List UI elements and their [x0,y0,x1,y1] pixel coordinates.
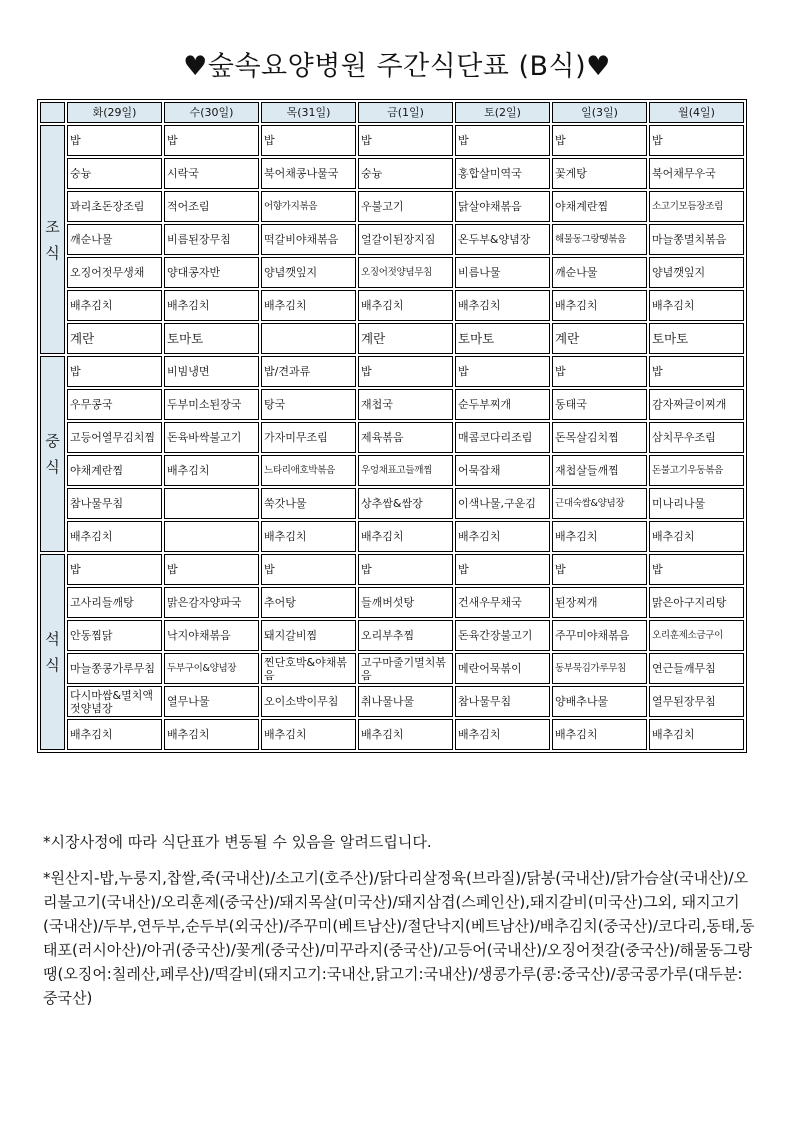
menu-cell: 오징어젓무생채 [67,257,162,288]
menu-cell: 고구마줄기멸치볶음 [358,653,453,684]
menu-cell: 삼치무우조림 [649,422,744,453]
menu-cell: 배추김치 [67,521,162,552]
menu-row-breakfast [40,125,744,156]
menu-row-lunch [40,488,744,519]
menu-cell: 이색나물,구운김 [455,488,550,519]
meal-label-dinner [40,554,65,750]
menu-cell: 숭늉 [67,158,162,189]
menu-cell: 두부미소된장국 [164,389,259,420]
menu-cell: 숭늉 [358,158,453,189]
menu-cell: 밥 [67,554,162,585]
menu-cell: 맑은감자양파국 [164,587,259,618]
menu-cell: 제육볶음 [358,422,453,453]
menu-cell: 북어채콩나물국 [261,158,356,189]
menu-cell: 배추김치 [358,719,453,750]
menu-cell: 배추김치 [455,521,550,552]
menu-cell: 깨순나물 [67,224,162,255]
origin-notice: *원산지-밥,누룽지,찹쌀,죽(국내산)/소고기(호주산)/닭다리살정육(브라질)/닭봉(국내산)/닭가슴살(국내산)/오리불고기(국내산)/오리훈제(중국산)/돼지목살(미국산)/돼지삼겹(스페인산),돼지갈비(미국산)그외, 돼지고기(국내산)/두부,연두부,순두부(외국산)/주꾸미(베트남산)/절단낙지(베트남산)/배추김치(중국산)/코다리,동태,동태포(러시아산)/아귀(중국산)/꽃게(중국산)/미꾸라지(중국산)/고등어(국내산)/오징어젓갈(중국산)/해물동그랑땡(오징어:칠레산,페루산)/떡갈비(돼지고기:국내산,닭고기:국내산)/생콩가루(콩:중국산)/콩국콩가루(대두분:중국산) [43,869,755,1007]
menu-cell: 추어탕 [261,587,356,618]
menu-cell: 메란어묵볶이 [455,653,550,684]
menu-cell: 비름된장무침 [164,224,259,255]
menu-cell: 밥/견과류 [261,356,356,387]
menu-cell: 배추김치 [67,290,162,321]
menu-cell: 양배추나물 [552,686,647,717]
menu-row-dinner [40,686,744,717]
meal-label-bottom: 식 [45,656,60,674]
menu-cell: 북어채무우국 [649,158,744,189]
menu-row-dinner [40,554,744,585]
menu-cell [164,521,259,552]
menu-cell: 배추김치 [455,290,550,321]
menu-cell: 근대숙쌈&양념장 [552,488,647,519]
menu-cell: 참나물무침 [455,686,550,717]
menu-cell: 돈불고기우동볶음 [649,455,744,486]
menu-cell: 우불고기 [358,191,453,222]
menu-row-dinner [40,719,744,750]
menu-cell: 밥 [67,125,162,156]
menu-cell: 비름나물 [455,257,550,288]
menu-row-breakfast [40,290,744,321]
menu-cell: 온두부&양념장 [455,224,550,255]
menu-cell: 주꾸미야채볶음 [552,620,647,651]
menu-cell: 배추김치 [552,719,647,750]
day-header-row [40,102,744,123]
menu-cell: 돈육간장불고기 [455,620,550,651]
menu-cell: 재첩살들깨찜 [552,455,647,486]
menu-cell: 꽃게탕 [552,158,647,189]
menu-cell: 고등어열무김치찜 [67,422,162,453]
menu-cell: 배추김치 [649,521,744,552]
menu-cell: 안동찜닭 [67,620,162,651]
menu-cell: 밥 [455,554,550,585]
menu-cell: 오리훈제소금구이 [649,620,744,651]
menu-cell: 밥 [358,125,453,156]
menu-cell: 야채계란찜 [67,455,162,486]
menu-cell [261,323,356,354]
meal-label-lunch [40,356,65,552]
menu-cell: 동부묵김가루무침 [552,653,647,684]
menu-cell: 건새우무채국 [455,587,550,618]
menu-cell: 계란 [67,323,162,354]
menu-cell: 배추김치 [164,290,259,321]
header-corner [40,102,65,123]
menu-body [40,125,744,750]
menu-cell: 참나물무침 [67,488,162,519]
menu-cell: 밥 [455,356,550,387]
menu-cell: 밥 [358,554,453,585]
menu-cell: 밥 [358,356,453,387]
menu-cell: 밥 [649,125,744,156]
menu-cell: 탕국 [261,389,356,420]
menu-cell: 밥 [164,554,259,585]
menu-cell: 열무된장무침 [649,686,744,717]
menu-cell: 우무콩국 [67,389,162,420]
menu-cell: 배추김치 [67,719,162,750]
menu-cell: 동태국 [552,389,647,420]
menu-cell [164,488,259,519]
menu-cell: 열무나물 [164,686,259,717]
menu-cell: 배추김치 [455,719,550,750]
menu-row-breakfast [40,323,744,354]
menu-row-dinner [40,653,744,684]
menu-cell: 밥 [261,125,356,156]
menu-cell: 고사리들깨탕 [67,587,162,618]
day-header: 월(4일) [649,102,744,123]
meal-label-bottom: 식 [45,458,60,476]
menu-row-breakfast [40,191,744,222]
menu-cell: 토마토 [455,323,550,354]
menu-row-dinner [40,587,744,618]
menu-cell: 배추김치 [261,521,356,552]
menu-cell: 적어조림 [164,191,259,222]
menu-cell: 시락국 [164,158,259,189]
menu-cell: 밥 [455,125,550,156]
change-notice: *시장사정에 따라 식단표가 변동될 수 있음을 알려드립니다. [43,833,432,851]
menu-cell: 재첩국 [358,389,453,420]
meal-label-top: 조 [45,217,60,236]
menu-cell: 우엉채표고들깨찜 [358,455,453,486]
menu-cell: 배추김치 [164,719,259,750]
menu-cell: 깨순나물 [552,257,647,288]
menu-cell: 감자짜글이찌개 [649,389,744,420]
page-title: ♥숲속요양병원 주간식단표 (B식)♥ [183,51,611,82]
menu-cell: 된장찌개 [552,587,647,618]
menu-cell: 다시마쌈&멸치액젓양념장 [67,686,162,717]
menu-cell: 배추김치 [261,290,356,321]
menu-cell: 맑은아구지리탕 [649,587,744,618]
menu-cell: 떡갈비야채볶음 [261,224,356,255]
menu-cell: 야채계란찜 [552,191,647,222]
menu-row-breakfast [40,257,744,288]
meal-label-breakfast [40,125,65,354]
menu-cell: 토마토 [649,323,744,354]
menu-row-dinner [40,620,744,651]
menu-cell: 느타리애호박볶음 [261,455,356,486]
menu-row-lunch [40,521,744,552]
menu-cell: 연근들깨무침 [649,653,744,684]
menu-cell: 매콤코다리조림 [455,422,550,453]
meal-label-top: 석 [45,630,60,648]
menu-cell: 소고기모듬장조림 [649,191,744,222]
menu-cell: 배추김치 [358,521,453,552]
meal-label-top: 중 [45,432,60,450]
menu-cell: 가자미무조림 [261,422,356,453]
day-header: 화(29일) [67,102,162,123]
day-header: 수(30일) [164,102,259,123]
menu-cell: 닭살야채볶음 [455,191,550,222]
menu-cell: 오리부추찜 [358,620,453,651]
menu-row-lunch [40,389,744,420]
weekly-menu-table [37,99,747,753]
day-header: 일(3일) [552,102,647,123]
menu-cell: 배추김치 [261,719,356,750]
menu-cell: 상추쌈&쌈장 [358,488,453,519]
meal-label-bottom: 식 [45,243,60,262]
menu-cell: 밥 [649,554,744,585]
menu-cell: 밥 [552,554,647,585]
menu-cell: 밥 [164,125,259,156]
menu-cell: 배추김치 [552,290,647,321]
menu-cell: 들깨버섯탕 [358,587,453,618]
menu-cell: 배추김치 [552,521,647,552]
menu-cell: 홍합살미역국 [455,158,550,189]
menu-cell: 순두부찌개 [455,389,550,420]
menu-cell: 어묵잡채 [455,455,550,486]
menu-row-lunch [40,422,744,453]
menu-cell: 낙지야채볶음 [164,620,259,651]
menu-cell: 돼지갈비찜 [261,620,356,651]
menu-cell: 토마토 [164,323,259,354]
menu-cell: 배추김치 [649,290,744,321]
menu-cell: 밥 [552,125,647,156]
menu-row-lunch [40,455,744,486]
menu-cell: 비빔냉면 [164,356,259,387]
menu-cell: 어향가지볶음 [261,191,356,222]
menu-cell: 마늘쫑콩가루무침 [67,653,162,684]
menu-cell: 계란 [358,323,453,354]
menu-row-breakfast [40,224,744,255]
menu-cell: 밥 [261,554,356,585]
menu-cell: 양념깻잎지 [649,257,744,288]
day-header: 토(2일) [455,102,550,123]
menu-cell: 꽈리초돈장조림 [67,191,162,222]
menu-cell: 배추김치 [358,290,453,321]
menu-cell: 오이소박이무침 [261,686,356,717]
notes-section [43,830,755,1022]
menu-cell: 쑥갓나물 [261,488,356,519]
menu-cell: 마늘쫑멸치볶음 [649,224,744,255]
menu-cell: 두부구이&양념장 [164,653,259,684]
menu-cell: 오징어젓양념무침 [358,257,453,288]
menu-cell: 취나물나물 [358,686,453,717]
menu-cell: 양념깻잎지 [261,257,356,288]
day-header: 목(31일) [261,102,356,123]
menu-cell: 양대콩자반 [164,257,259,288]
menu-cell: 배추김치 [649,719,744,750]
menu-cell: 해물동그랑땡볶음 [552,224,647,255]
day-header: 금(1일) [358,102,453,123]
menu-cell: 밥 [552,356,647,387]
menu-cell: 돈육바싹불고기 [164,422,259,453]
menu-cell: 계란 [552,323,647,354]
menu-row-lunch [40,356,744,387]
menu-cell: 미나리나물 [649,488,744,519]
menu-cell: 돈목살김치찜 [552,422,647,453]
menu-cell: 배추김치 [164,455,259,486]
menu-row-breakfast [40,158,744,189]
menu-cell: 얼갈이된장지짐 [358,224,453,255]
menu-cell: 찐단호박&야채볶음 [261,653,356,684]
menu-cell: 밥 [67,356,162,387]
menu-cell: 밥 [649,356,744,387]
